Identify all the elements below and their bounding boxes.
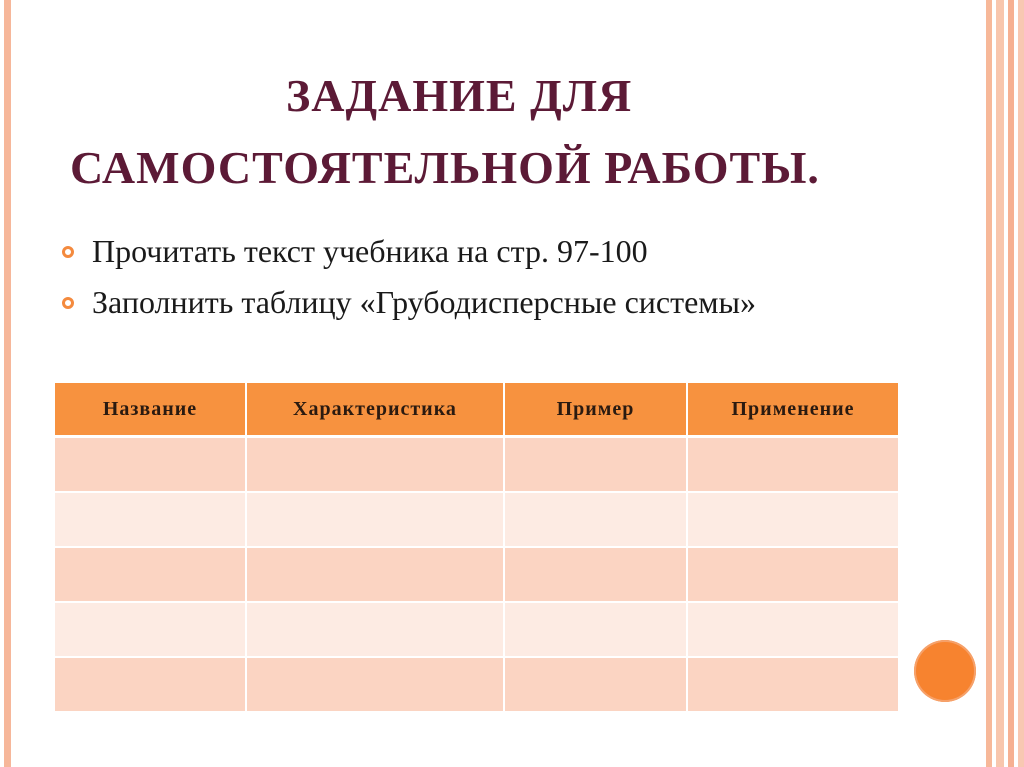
column-header-name: Название — [55, 383, 246, 437]
left-border-stripe — [4, 0, 11, 767]
table-cell[interactable] — [687, 492, 898, 547]
table-cell[interactable] — [504, 437, 687, 493]
table-cell[interactable] — [55, 657, 246, 712]
table-row — [55, 657, 898, 712]
title-line-1: ЗАДАНИЕ ДЛЯ — [286, 70, 633, 121]
task-item-text: Прочитать текст учебника на стр. 97-100 — [92, 233, 648, 269]
bullet-circle-icon — [62, 297, 74, 309]
table-cell[interactable] — [504, 657, 687, 712]
table-cell[interactable] — [687, 602, 898, 657]
task-item — [62, 232, 942, 270]
column-header-example: Пример — [504, 383, 687, 437]
slide-title — [70, 60, 930, 204]
table-cell[interactable] — [687, 657, 898, 712]
table-cell[interactable] — [687, 547, 898, 602]
task-list — [62, 232, 942, 334]
table-row — [55, 492, 898, 547]
table-cell[interactable] — [246, 437, 504, 493]
table-cell[interactable] — [246, 657, 504, 712]
table-cell[interactable] — [504, 602, 687, 657]
bullet-circle-icon — [62, 246, 74, 258]
decorative-circle — [914, 640, 976, 702]
table-cell[interactable] — [246, 602, 504, 657]
task-item-text: Заполнить таблицу «Грубодисперсные системы» — [92, 284, 757, 320]
column-header-application: Применение — [687, 383, 898, 437]
table-cell[interactable] — [687, 437, 898, 493]
task-item — [62, 283, 942, 321]
table-row — [55, 437, 898, 493]
right-border-stripes — [980, 0, 1024, 767]
table-cell[interactable] — [246, 547, 504, 602]
title-line-2: САМОСТОЯТЕЛЬНОЙ РАБОТЫ. — [70, 142, 820, 193]
systems-table — [55, 383, 898, 713]
table-cell[interactable] — [504, 492, 687, 547]
table-cell[interactable] — [55, 492, 246, 547]
table-cell[interactable] — [55, 547, 246, 602]
table-row — [55, 602, 898, 657]
table-cell[interactable] — [504, 547, 687, 602]
column-header-characteristic: Характеристика — [246, 383, 504, 437]
table-cell[interactable] — [55, 437, 246, 493]
table-cell[interactable] — [55, 602, 246, 657]
table-row — [55, 547, 898, 602]
table-header-row — [55, 383, 898, 437]
table-cell[interactable] — [246, 492, 504, 547]
